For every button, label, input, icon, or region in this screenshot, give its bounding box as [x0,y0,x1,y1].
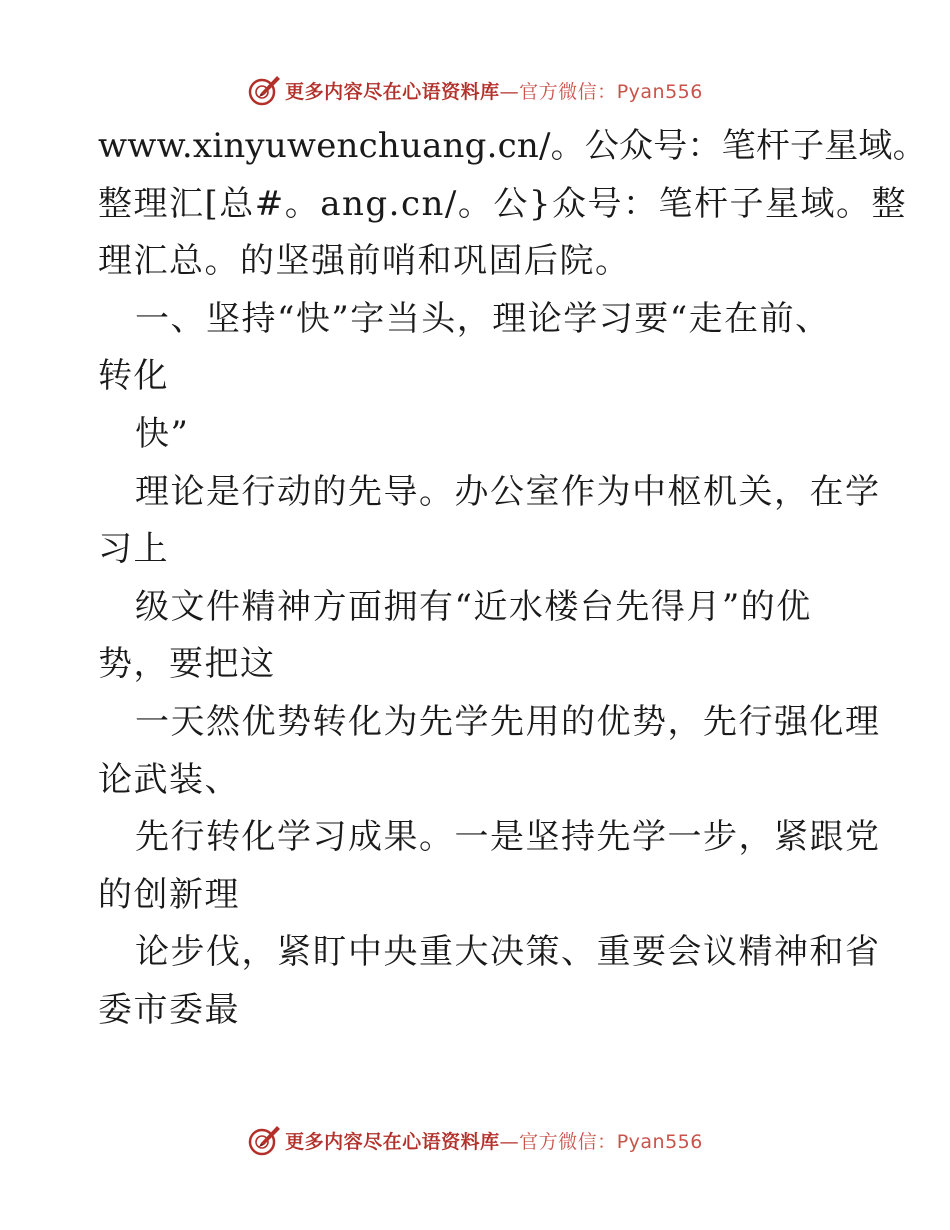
banner-brand-text: 更多内容尽在心语资料库 [285,1130,500,1153]
banner-separator: — [499,80,520,103]
body-line: 的创新理 [98,874,240,915]
banner-wechat-label: 官方微信： [519,80,617,103]
body-line: 委市委最 [98,989,240,1030]
section-heading-line: 一、坚持“快”字当头，理论学习要“走在前、 [135,298,831,339]
body-line: 论步伐，紧盯中央重大决策、重要会议精神和省 [135,932,881,973]
section-heading-line: 转化 [98,356,169,397]
banner-wechat-id: Pyan556 [616,1130,703,1153]
banner-separator: — [499,1130,520,1153]
body-line: 习上 [98,529,169,570]
banner-wechat-id: Pyan556 [616,80,703,103]
section-heading-line: 快” [135,413,190,454]
pen-nib-logo-icon [247,73,281,107]
body-line: 势，要把这 [98,644,276,685]
body-line: 一天然优势转化为先学先用的优势，先行强化理 [135,701,881,742]
body-line: 理汇总。的坚强前哨和巩固后院。 [98,241,631,282]
banner-brand-text: 更多内容尽在心语资料库 [285,80,500,103]
pen-nib-logo-icon [247,1123,281,1157]
header-banner [0,70,950,110]
body-line: www.xinyuwenchuang.cn/。公众号：笔杆子星域。 [98,126,927,166]
banner-wechat-label: 官方微信： [519,1130,617,1153]
document-body [98,118,927,1040]
footer-banner [0,1120,950,1160]
body-line: 级文件精神方面拥有“近水楼台先得月”的优 [135,586,812,627]
body-line: 先行转化学习成果。一是坚持先学一步，紧跟党 [135,817,881,858]
body-line: 论武装、 [98,759,240,800]
body-line: 理论是行动的先导。办公室作为中枢机关，在学 [135,471,881,512]
body-line: 整理汇[总#。ang.cn/。公}众号：笔杆子星域。整 [98,183,908,224]
